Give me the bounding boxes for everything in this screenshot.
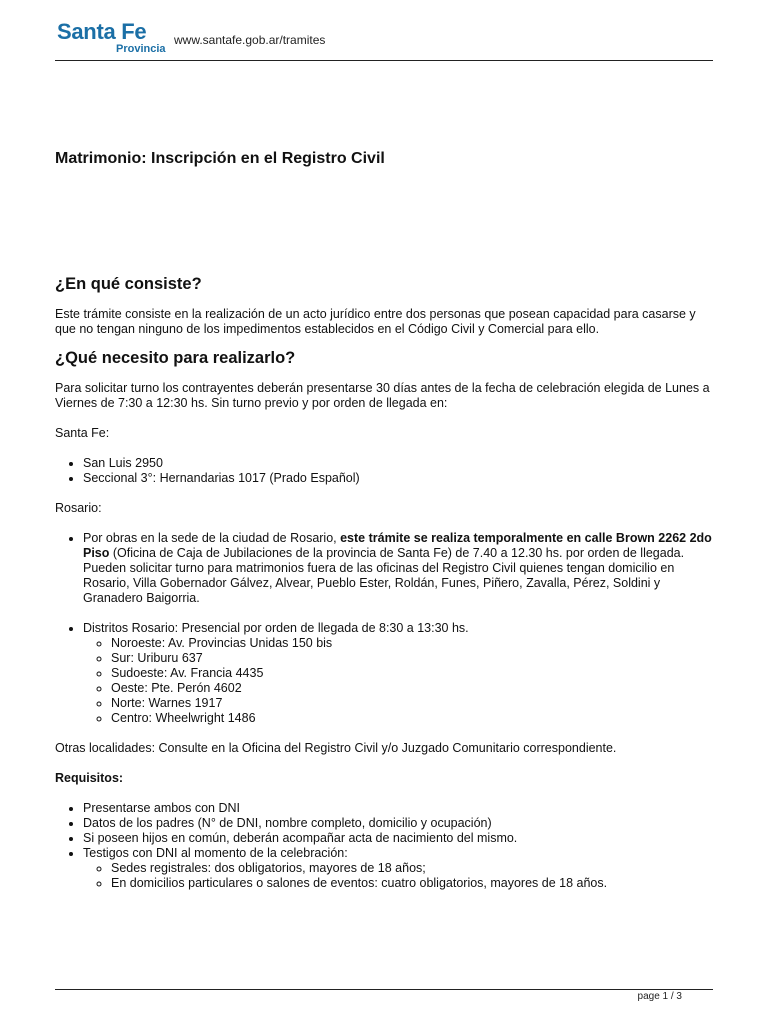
requisitos-list	[55, 801, 715, 891]
list-item: ◦ Norte: Warnes 1917	[111, 696, 715, 711]
rosario-list	[55, 531, 715, 726]
page-title: Matrimonio: Inscripción en el Registro Civil	[55, 150, 385, 167]
distritos-label: Distritos Rosario: Presencial por orden de llegada de 8:30 a 13:30 hs.	[83, 621, 469, 635]
footer-divider	[55, 989, 713, 990]
list-item: ◦ Sedes registrales: dos obligatorios, mayores de 18 años;	[111, 861, 715, 876]
section-heading-necesito: ¿Qué necesito para realizarlo?	[55, 349, 296, 367]
list-item	[83, 621, 715, 726]
testigos-list	[83, 861, 715, 891]
logo-main-text: Santa Fe	[57, 19, 147, 44]
requisitos-label: Requisitos:	[55, 771, 124, 785]
section-heading-consiste: ¿En qué consiste?	[55, 275, 202, 293]
santa-fe-logo[interactable]	[57, 20, 167, 56]
rosario-label: Rosario:	[55, 501, 102, 515]
list-item: ◦ Sudoeste: Av. Francia 4435	[111, 666, 715, 681]
list-item: ◦ En domicilios particulares o salones de eventos: cuatro obligatorios, mayores de 18 años.	[111, 876, 715, 891]
list-item: • Datos de los padres (N° de DNI, nombre completo, domicilio y ocupación)	[83, 816, 715, 831]
testigos-label: Testigos con DNI al momento de la celebración:	[83, 846, 348, 860]
santa-fe-label: Santa Fe:	[55, 426, 110, 440]
consiste-text: Este trámite consiste en la realización de un acto jurídico entre dos personas que posean capacidad para casarse y que no tengan ninguno de los impedimentos establecidos en el Código Civil y Comercial para ello.	[55, 307, 696, 336]
list-item: ◦ Centro: Wheelwright 1486	[111, 711, 715, 726]
rosario-item-bold: este trámite se realiza temporalmente en calle Brown 2262 2do Piso	[83, 531, 712, 560]
list-item: • Si poseen hijos en común, deberán acompañar acta de nacimiento del mismo.	[83, 831, 715, 846]
intro-text: Para solicitar turno los contrayentes deberán presentarse 30 días antes de la fecha de celebración elegida de Lunes a Viernes de 7:30 a 12:30 hs. Sin turno previo y por orden de llegada en:	[55, 381, 710, 410]
page-number: page 1 / 3	[637, 991, 682, 1002]
distritos-list	[83, 636, 715, 726]
list-item: • Seccional 3°: Hernandarias 1017 (Prado Español)	[83, 471, 715, 486]
rosario-item-text: Por obras en la sede de la ciudad de Rosario,	[83, 531, 341, 545]
list-item	[83, 531, 715, 606]
list-item: • San Luis 2950	[83, 456, 715, 471]
document-body	[55, 274, 715, 891]
list-item: ◦ Noroeste: Av. Provincias Unidas 150 bis	[111, 636, 715, 651]
logo-sub-text: Provincia	[116, 43, 166, 55]
list-item: ◦ Sur: Uriburu 637	[111, 651, 715, 666]
list-item	[83, 846, 715, 891]
otras-localidades-text: Otras localidades: Consulte en la Oficina del Registro Civil y/o Juzgado Comunitario correspondiente.	[55, 741, 617, 755]
santa-fe-list	[55, 456, 715, 486]
page-header	[55, 18, 713, 61]
list-item: ◦ Oeste: Pte. Perón 4602	[111, 681, 715, 696]
list-item: • Presentarse ambos con DNI	[83, 801, 715, 816]
rosario-item-text-rest: (Oficina de Caja de Jubilaciones de la provincia de Santa Fe) de 7.40 a 12.30 hs. por orden de llegada. Pueden solicitar turno para matrimonios fuera de las oficinas del Registro Civil quienes tengan domicilio en Rosario, Villa Gobernador Gálvez, Alvear, Pueblo Ester, Roldán, Funes, Piñero, Zavalla, Pérez, Soldini y Granadero Baigorria.	[83, 546, 685, 605]
site-url[interactable]: www.santafe.gob.ar/tramites	[174, 33, 326, 47]
